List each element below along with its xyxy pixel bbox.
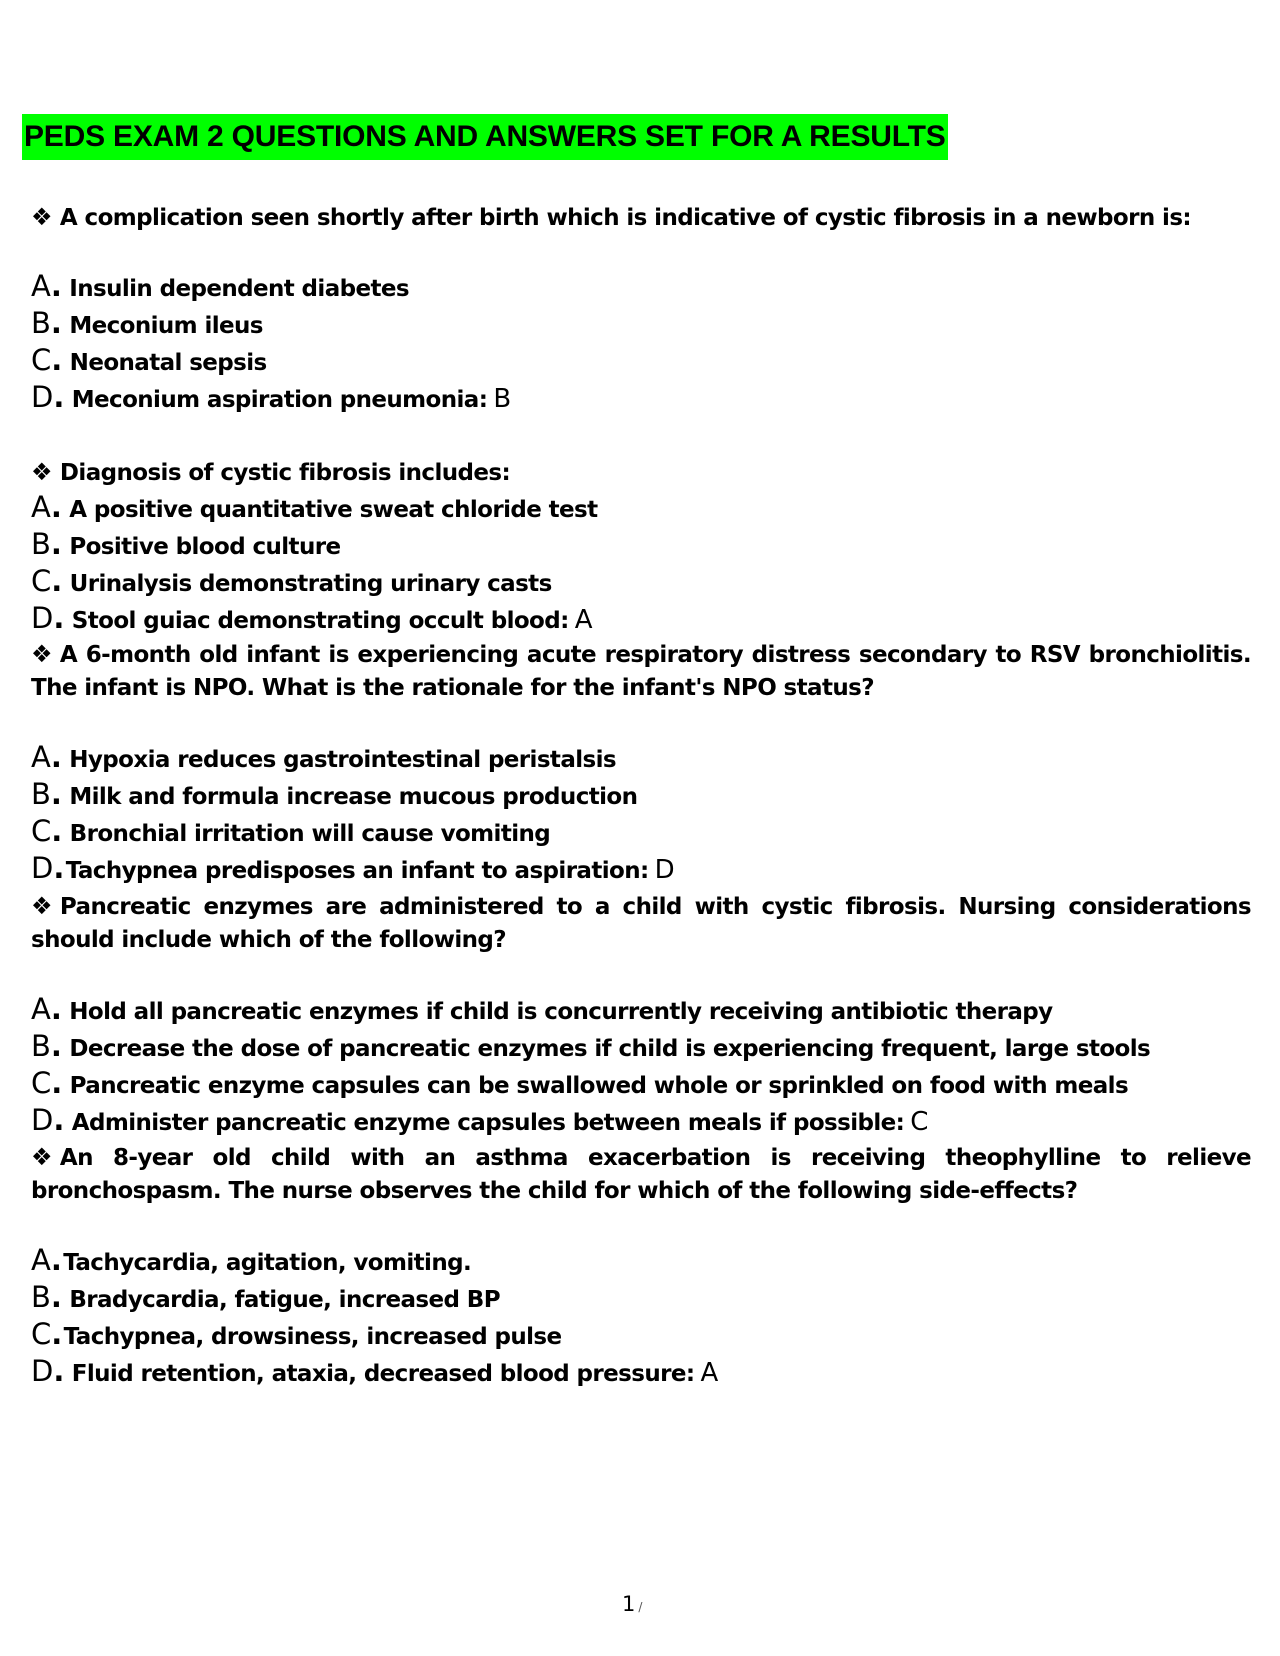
option-a: A . Insulin dependent diabetes (31, 268, 1251, 305)
option-text: Tachypnea, drowsiness, increased pulse (63, 1324, 562, 1350)
option-text: A positive quantitative sweat chloride test (69, 497, 598, 523)
option-d: D . Meconium aspiration pneumonia: B (31, 379, 1251, 416)
option-text: Decrease the dose of pancreatic enzymes if child is experiencing frequent, large stools (69, 1036, 1151, 1062)
option-b: B . Bradycardia, fatigue, increased BP (31, 1279, 1251, 1316)
question-text: An 8-year old child with an asthma exacerbation is receiving theophylline to relieve bronchospasm. The nurse observes the child for which of the following side-effects? (31, 1145, 1251, 1204)
option-letter: D (31, 380, 54, 414)
option-letter: A (31, 490, 51, 524)
answer-key: A (574, 605, 593, 635)
question-block-4 (31, 890, 1251, 1139)
option-text: Neonatal sepsis (69, 350, 267, 376)
option-a: A . Hypoxia reduces gastrointestinal peristalsis (31, 739, 1251, 776)
option-letter: B (31, 527, 51, 561)
option-text: Positive blood culture (69, 534, 341, 560)
option-letter: D (31, 1354, 54, 1388)
question-3 (31, 638, 1251, 705)
option-b: B . Decrease the dose of pancreatic enzymes if child is experiencing frequent, large stools (31, 1028, 1251, 1065)
option-letter: C (31, 814, 52, 848)
option-letter: A (31, 992, 51, 1026)
option-d: D . Tachypnea predisposes an infant to aspiration: D (31, 850, 1251, 887)
option-letter: B (31, 1029, 51, 1063)
option-c: C . Tachypnea, drowsiness, increased pulse (31, 1316, 1251, 1353)
option-letter: A (31, 740, 51, 774)
option-c: C . Neonatal sepsis (31, 342, 1251, 379)
option-text: Tachypnea predisposes an infant to aspiration: (65, 858, 649, 884)
question-text: A complication seen shortly after birth which is indicative of cystic fibrosis in a newborn is: (59, 205, 1192, 231)
diamond-bullet-icon: ❖ (31, 203, 52, 231)
diamond-bullet-icon: ❖ (31, 640, 52, 668)
option-c: C . Urinalysis demonstrating urinary casts (31, 563, 1251, 600)
option-b: B . Meconium ileus (31, 305, 1251, 342)
option-letter: C (31, 1066, 52, 1100)
option-text: Meconium ileus (69, 313, 263, 339)
option-d: D . Stool guiac demonstrating occult blood: A (31, 600, 1251, 637)
question-block-1 (31, 200, 1251, 416)
page-number (622, 1592, 642, 1616)
option-text: Stool guiac demonstrating occult blood: (71, 608, 569, 634)
option-letter: D (31, 851, 54, 885)
option-text: Milk and formula increase mucous production (69, 784, 638, 810)
answer-key: A (700, 1358, 719, 1388)
option-text: Hold all pancreatic enzymes if child is concurrently receiving antibiotic therapy (69, 999, 1053, 1025)
option-b: B . Positive blood culture (31, 526, 1251, 563)
option-letter: D (31, 1103, 54, 1137)
question-block-3 (31, 638, 1251, 887)
option-letter: C (31, 343, 52, 377)
option-d: D . Administer pancreatic enzyme capsules between meals if possible: C (31, 1102, 1251, 1139)
diamond-bullet-icon: ❖ (31, 458, 52, 486)
option-c: C . Pancreatic enzyme capsules can be swallowed whole or sprinkled on food with meals (31, 1065, 1251, 1102)
question-block-5 (31, 1141, 1251, 1390)
diamond-bullet-icon: ❖ (31, 892, 52, 920)
option-a: A . Tachycardia, agitation, vomiting. (31, 1242, 1251, 1279)
question-1 (31, 200, 1251, 234)
question-text: Pancreatic enzymes are administered to a child with cystic fibrosis. Nursing considerations should include which of the following? (31, 894, 1251, 953)
option-text: Urinalysis demonstrating urinary casts (69, 571, 552, 597)
option-text: Administer pancreatic enzyme capsules between meals if possible: (71, 1110, 905, 1136)
page-number-value: 1 (622, 1592, 636, 1616)
question-4 (31, 890, 1251, 957)
option-d: D . Fluid retention, ataxia, decreased blood pressure: A (31, 1353, 1251, 1390)
option-b: B . Milk and formula increase mucous production (31, 776, 1251, 813)
question-text: Diagnosis of cystic fibrosis includes: (59, 460, 511, 486)
answer-key: B (493, 384, 512, 414)
option-letter: B (31, 1280, 51, 1314)
option-text: Insulin dependent diabetes (69, 276, 409, 302)
option-letter: C (31, 1317, 52, 1351)
option-letter: A (31, 269, 51, 303)
option-letter: B (31, 777, 51, 811)
option-text: Bradycardia, fatigue, increased BP (69, 1287, 500, 1313)
option-text: Pancreatic enzyme capsules can be swallowed whole or sprinkled on food with meals (69, 1073, 1129, 1099)
question-2 (31, 455, 1251, 489)
option-c: C . Bronchial irritation will cause vomiting (31, 813, 1251, 850)
page-separator: / (638, 1600, 643, 1614)
answer-key: C (910, 1107, 929, 1137)
option-text: Hypoxia reduces gastrointestinal peristalsis (69, 747, 616, 773)
option-letter: A (31, 1243, 51, 1277)
question-text: A 6-month old infant is experiencing acute respiratory distress secondary to RSV bronchiolitis. The infant is NPO. What is the rationale for the infant's NPO status? (31, 642, 1251, 701)
option-letter: B (31, 306, 51, 340)
question-block-2 (31, 455, 1251, 637)
option-a: A . Hold all pancreatic enzymes if child is concurrently receiving antibiotic therapy (31, 991, 1251, 1028)
option-text: Meconium aspiration pneumonia: (71, 387, 488, 413)
answer-key: D (654, 855, 675, 885)
option-letter: C (31, 564, 52, 598)
page-title: PEDS EXAM 2 QUESTIONS AND ANSWERS SET FOR A RESULTS (22, 114, 948, 160)
question-5 (31, 1141, 1251, 1208)
option-text: Tachycardia, agitation, vomiting. (63, 1250, 472, 1276)
option-text: Bronchial irritation will cause vomiting (69, 821, 551, 847)
option-text: Fluid retention, ataxia, decreased blood pressure: (71, 1361, 695, 1387)
option-a: A . A positive quantitative sweat chloride test (31, 489, 1251, 526)
diamond-bullet-icon: ❖ (31, 1143, 52, 1171)
option-letter: D (31, 601, 54, 635)
